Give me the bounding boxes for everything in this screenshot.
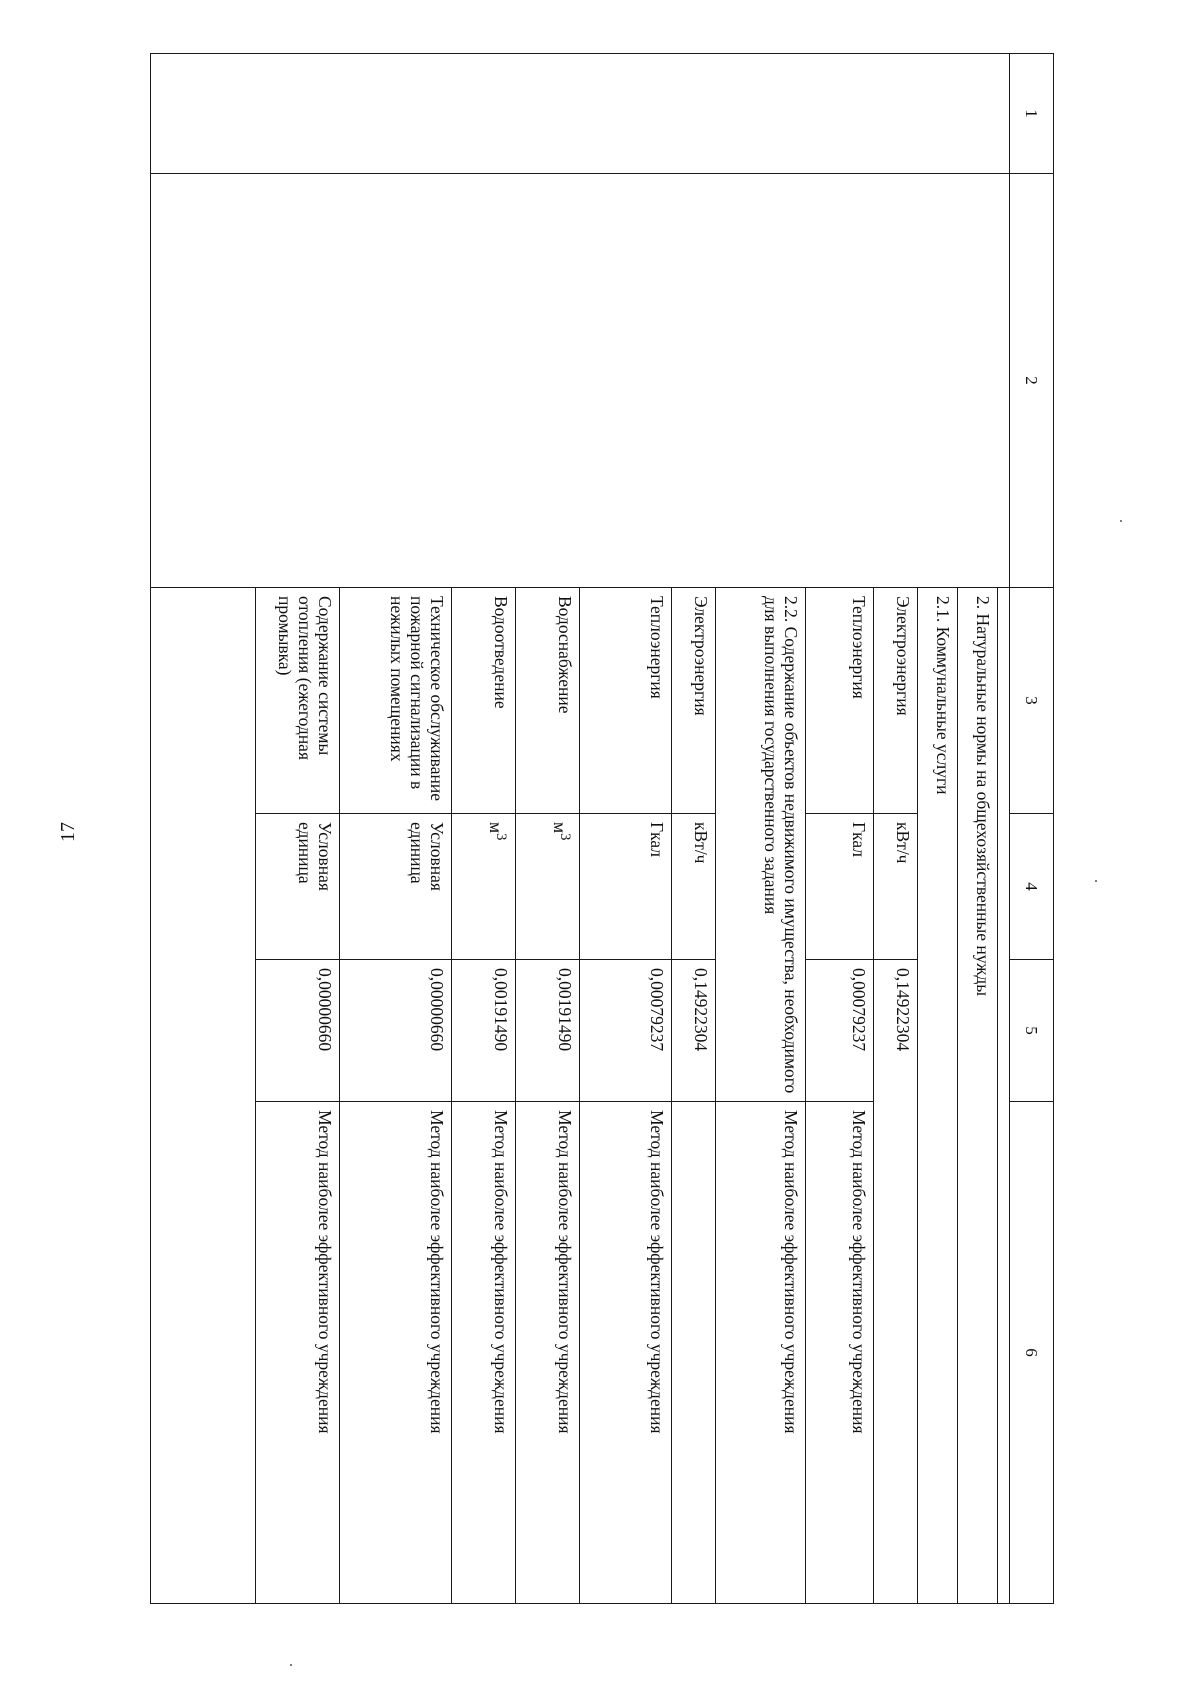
column-number: 6 bbox=[1010, 1102, 1054, 1604]
service-name: Водоотведение bbox=[452, 588, 516, 814]
method: Метод наиболее эффективного учреждения bbox=[516, 1102, 580, 1604]
subsection-title: 2.2. Содержание объектов недвижимого имущества, необходимого для выполнения государственного задания bbox=[716, 588, 806, 1102]
page-number: 17 bbox=[57, 822, 79, 842]
method bbox=[672, 1102, 716, 1604]
column-number-row bbox=[1010, 54, 1054, 1604]
method: Метод наиболее эффективного учреждения bbox=[452, 1102, 516, 1604]
column-2-cell bbox=[151, 174, 1010, 588]
norms-table bbox=[150, 53, 1054, 1604]
unit: Гкал bbox=[806, 814, 874, 960]
service-name: Содержание системы отопления (ежегодная промывка) bbox=[256, 588, 340, 814]
service-name: Теплоэнергия bbox=[806, 588, 874, 814]
subsection-title: 2.1. Коммунальные услуги bbox=[918, 588, 958, 1604]
spacer-row bbox=[998, 54, 1010, 1604]
norm-value: 0,00079237 bbox=[580, 960, 672, 1102]
service-name: Техническое обслуживание пожарной сигнализации в нежилых помещениях bbox=[340, 588, 452, 814]
unit: кВт/ч bbox=[874, 814, 918, 960]
norm-value: 0,00079237 bbox=[806, 960, 874, 1102]
scan-speck bbox=[1095, 880, 1097, 882]
method: Метод наиболее эффективного учреждения bbox=[256, 1102, 340, 1604]
spacer-cell bbox=[998, 588, 1010, 1604]
service-name: Теплоэнергия bbox=[580, 588, 672, 814]
unit-text: м bbox=[550, 822, 571, 834]
column-number: 3 bbox=[1010, 588, 1054, 814]
empty-tail-cell bbox=[151, 588, 256, 1604]
column-number: 2 bbox=[1010, 174, 1054, 588]
unit: Гкал bbox=[580, 814, 672, 960]
scan-speck bbox=[1120, 520, 1122, 522]
unit: Условная единица bbox=[256, 814, 340, 960]
unit bbox=[516, 814, 580, 960]
norms-table-rotated bbox=[150, 53, 1054, 1603]
method: Метод наиболее эффективного учреждения bbox=[716, 1102, 806, 1604]
norm-value: 0,14922304 bbox=[672, 960, 716, 1102]
norm-value: 0,00000660 bbox=[256, 960, 340, 1102]
service-name: Электроэнергия bbox=[874, 588, 918, 814]
method: Метод наиболее эффективного учреждения bbox=[806, 1102, 874, 1604]
unit-text: м bbox=[486, 822, 507, 834]
norm-value: 0,00191490 bbox=[452, 960, 516, 1102]
norm-value: 0,00000660 bbox=[340, 960, 452, 1102]
column-number: 5 bbox=[1010, 960, 1054, 1102]
column-number: 4 bbox=[1010, 814, 1054, 960]
column-number: 1 bbox=[1010, 54, 1054, 174]
method: Метод наиболее эффективного учреждения bbox=[580, 1102, 672, 1604]
scan-speck bbox=[290, 1664, 292, 1666]
method: Метод наиболее эффективного учреждения bbox=[340, 1102, 452, 1604]
norm-value: 0,00191490 bbox=[516, 960, 580, 1102]
unit-exponent: 3 bbox=[493, 833, 509, 841]
service-name: Водоснабжение bbox=[516, 588, 580, 814]
unit: кВт/ч bbox=[672, 814, 716, 960]
unit: Условная единица bbox=[340, 814, 452, 960]
section-title: 2. Натуральные нормы на общехозяйственные нужды bbox=[958, 588, 998, 1604]
unit-exponent: 3 bbox=[557, 833, 573, 841]
service-name: Электроэнергия bbox=[672, 588, 716, 814]
norm-value: 0,14922304 bbox=[874, 960, 918, 1604]
column-1-cell bbox=[151, 54, 1010, 174]
unit bbox=[452, 814, 516, 960]
